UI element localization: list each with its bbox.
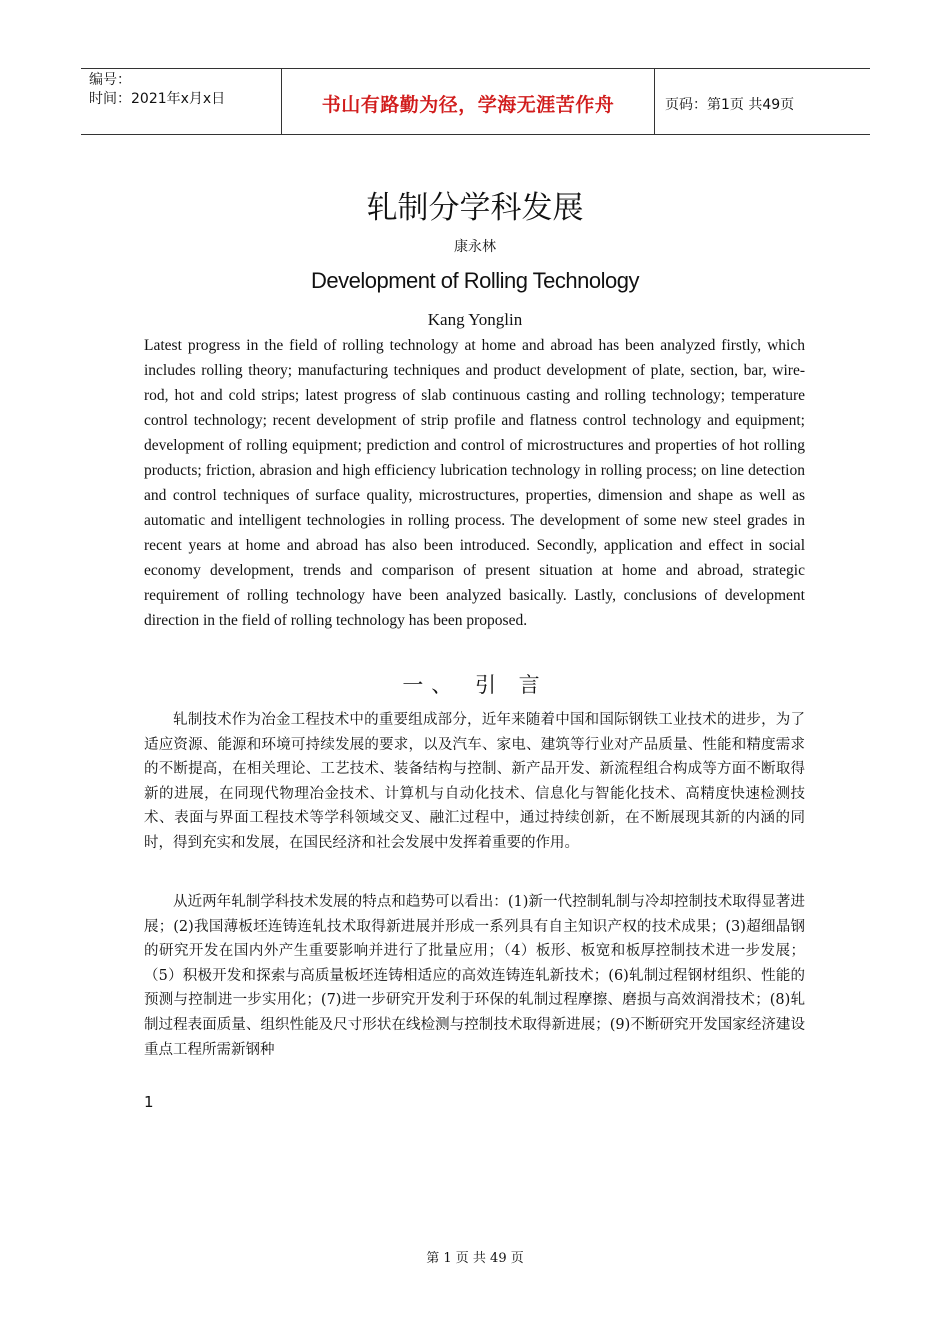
author-en: Kang Yonglin	[427, 310, 523, 329]
header-meta	[81, 69, 282, 134]
document-title-en: Development of Rolling Technology	[311, 268, 639, 293]
body-paragraph-2: 从近两年轧制学科技术发展的特点和趋势可以看出：(1)新一代控制轧制与冷却控制技术取得显著进展；(2)我国薄板坯连铸连轧技术取得新进展并形成一系列具有自主知识产权的技术成果；(3)超细晶钢的研究开发在国内外产生重要影响并进行了批量应用；（4）板形、板宽和板厚控制技术进一步发展；（5）积极开发和探索与高质量板坯连铸相适应的高效连铸连轧新技术；(6)轧制过程钢材组织、性能的预测与控制进一步实用化；(7)进一步研究开发利于环保的轧制过程摩擦、磨损与高效润滑技术；(8)轧制过程表面质量、组织性能及尺寸形状在线检测与控制技术取得新进展；(9)不断研究开发国家经济建设重点工程所需新钢种	[144, 894, 805, 1058]
time-label: 时间：2021年x月x日	[89, 91, 226, 107]
body-paragraph-1: 轧制技术作为冶金工程技术中的重要组成部分，近年来随着中国和国际钢铁工业技术的进步，为了适应资源、能源和环境可持续发展的要求，以及汽车、家电、建筑等行业对产品质量、性能和精度需求的不断提高，在相关理论、工艺技术、装备结构与控制、新产品开发、新流程组合构成等方面不断取得新的进展，在同现代物理冶金技术、计算机与自动化技术、信息化与智能化技术、高精度快速检测技术、表面与界面工程技术等学科领域交叉、融汇过程中，通过持续创新，在不断展现其新的内涵的同时，得到充实和发展，在国民经济和社会发展中发挥着重要的作用。	[144, 712, 805, 851]
page-footer: 第 1 页 共 49 页	[426, 1251, 524, 1266]
number-label: 编号：	[89, 72, 131, 88]
header-motto: 书山有路勤为径，学海无涯苦作舟	[282, 69, 655, 134]
abstract-paragraph: Latest progress in the field of rolling technology at home and abroad has been analyzed firstly, which includes rolling theory; manufacturing techniques and product development of plate, section, bar, wire-rod, hot and cold strips; latest progress of slab continuous casting and rolling technology; temperature control technology; recent development of strip profile and flatness control technology and equipment; development of rolling equipment; prediction and control of microstructures and properties of hot rolling products; friction, abrasion and high efficiency lubrication technology in rolling process; on line detection and control techniques of surface quality, microstructures, properties, dimension and shape as well as automatic and intelligent technologies in rolling process. The development of some new steel grades in recent years at home and abroad has also been introduced. Secondly, application and effect in social economy development, trends and comparison of present situation at home and abroad, strategic requirement of rolling technology have been analyzed basically. Lastly, conclusions of development direction in the field of rolling technology has been proposed.	[144, 337, 805, 629]
section-heading: 一、 引 言	[402, 673, 548, 697]
header-page-info: 页码：第1页 共49页	[665, 96, 795, 113]
author-cn: 康永林	[454, 239, 496, 255]
document-title-cn: 轧制分学科发展	[366, 190, 584, 226]
page-header	[81, 68, 870, 135]
page-marker: 1	[144, 1093, 154, 1111]
